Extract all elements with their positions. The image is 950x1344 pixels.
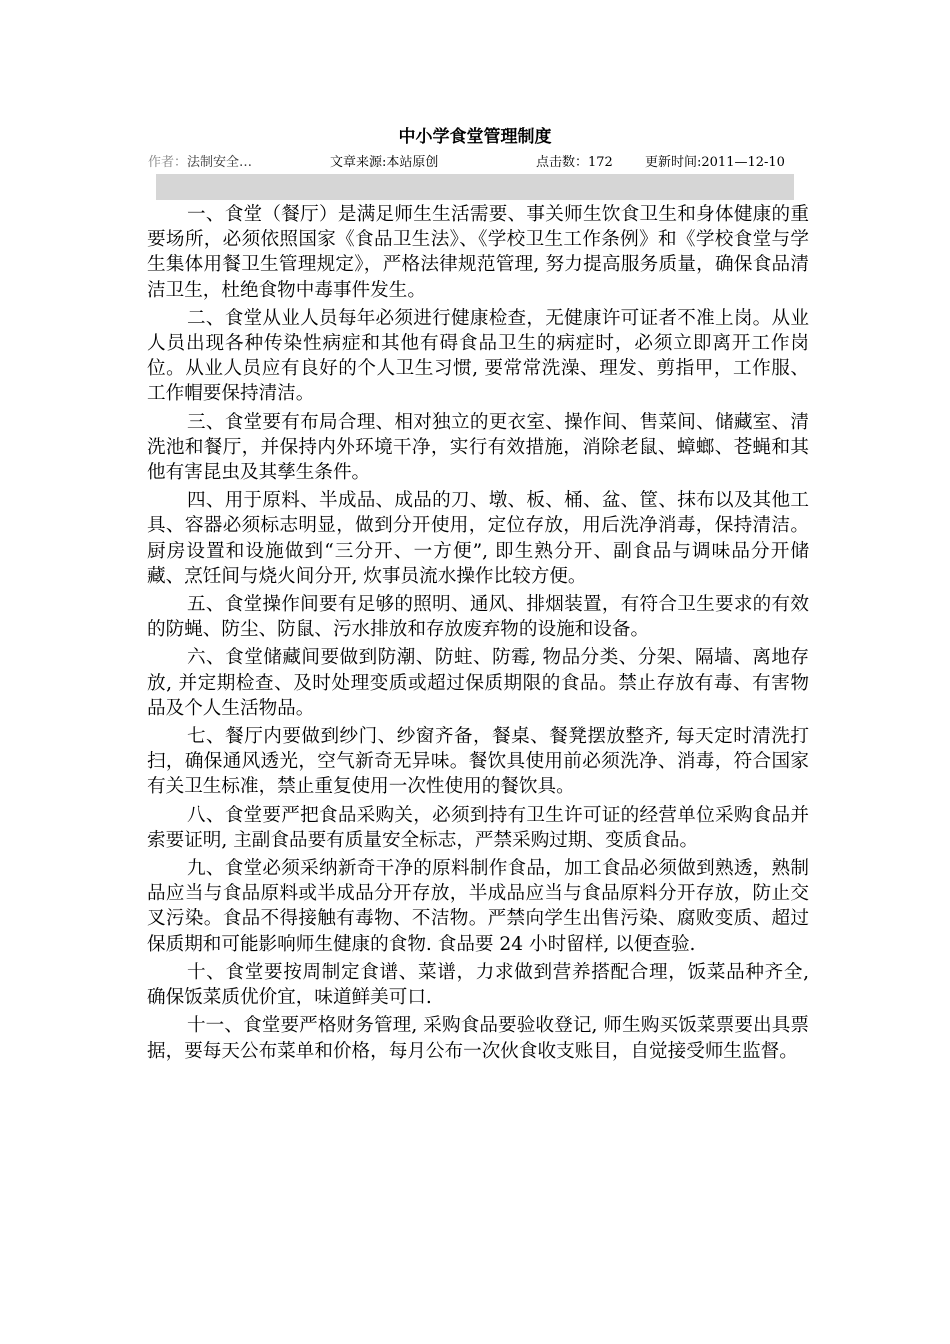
paragraph-9: 九、食堂必须采纳新奇干净的原料制作食品，加工食品必须做到熟透，熟制品应当与食品原料或半成品分开存放，半成品应当与食品原料分开存放，防止交叉污染。食品不得接触有毒物、不洁物。严禁向学生出售污染、腐败变质、超过保质期和可能影响师生健康的食物. 食品要 24 小时留样, 以便查验. [147, 858, 809, 955]
paragraph-8: 八、食堂要严把食品采购关，必须到持有卫生许可证的经营单位采购食品并索要证明, 主副食品要有质量安全标志，严禁采购过期、变质食品。 [147, 804, 809, 851]
paragraph-6: 六、食堂储藏间要做到防潮、防蛀、防霉, 物品分类、分架、隔墙、离地存放, 并定期检查、及时处理变质或超过保质期限的食品。禁止存放有毒、有害物品及个人生活物品。 [147, 647, 809, 719]
paragraph-4: 四、用于原料、半成品、成品的刀、墩、板、桶、盆、筐、抹布以及其他工具、容器必须标志明显，做到分开使用，定位存放，用后洗净消毒，保持清洁。厨房设置和设施做到“三分开、一方便”, 即生熟分开、副食品与调味品分开储藏、烹饪间与烧火间分开, 炊事员流水操作比较方便。 [147, 490, 809, 587]
author-info [148, 153, 252, 173]
article-source: 文章来源:本站原创 [330, 155, 439, 170]
paragraph-7: 七、餐厅内要做到纱门、纱窗齐备，餐桌、餐凳摆放整齐, 每天定时清洗打扫，确保通风透光，空气新奇无异味。餐饮具使用前必须洗净、消毒，符合国家有关卫生标准，禁止重复使用一次性使用的餐饮具。 [147, 726, 809, 798]
paragraph-2: 二、食堂从业人员每年必须进行健康检查，无健康许可证者不准上岗。从业人员出现各种传染性病症和其他有碍食品卫生的病症时，必须立即离开工作岗位。从业人员应有良好的个人卫生习惯, 要常常洗澡、理发、剪指甲，工作服、工作帽要保持清洁。 [147, 307, 809, 405]
article-meta [0, 153, 950, 173]
update-time: 更新时间:2011—12-10 [645, 155, 785, 170]
paragraph-11: 十一、食堂要严格财务管理, 采购食品要验收登记, 师生购买饭菜票要出具票据，要每天公布菜单和价格，每月公布一次伙食收支账目，自觉接受师生监督。 [147, 1015, 809, 1062]
paragraph-3: 三、食堂要有布局合理、相对独立的更衣室、操作间、售菜间、储藏室、清洗池和餐厅，并保持内外环境干净，实行有效措施，消除老鼠、蟑螂、苍蝇和其他有害昆虫及其孳生条件。 [147, 411, 809, 484]
paragraph-5: 五、食堂操作间要有足够的照明、通风、排烟装置，有符合卫生要求的有效的防蝇、防尘、防鼠、污水排放和存放废弃物的设施和设备。 [147, 594, 809, 641]
author-name: 法制安全… [187, 155, 253, 170]
page-title: 中小学食堂管理制度 [398, 127, 552, 147]
article-body [147, 202, 809, 1067]
hit-count: 点击数：172 [536, 155, 613, 170]
paragraph-1: 一、食堂（餐厅）是满足师生生活需要、事关师生饮食卫生和身体健康的重要场所，必须依照国家《食品卫生法》、《学校卫生工作条例》和《学校食堂与学生集体用餐卫生管理规定》，严格法律规范管理, 努力提高服务质量，确保食品清洁卫生，杜绝食物中毒事件发生。 [147, 204, 809, 301]
paragraph-10: 十、食堂要按周制定食谱、菜谱，力求做到营养搭配合理，饭菜品种齐全, 确保饭菜质优价宜，味道鲜美可口. [147, 961, 809, 1009]
separator-bar [156, 174, 794, 200]
author-label: 作者： [148, 155, 188, 170]
